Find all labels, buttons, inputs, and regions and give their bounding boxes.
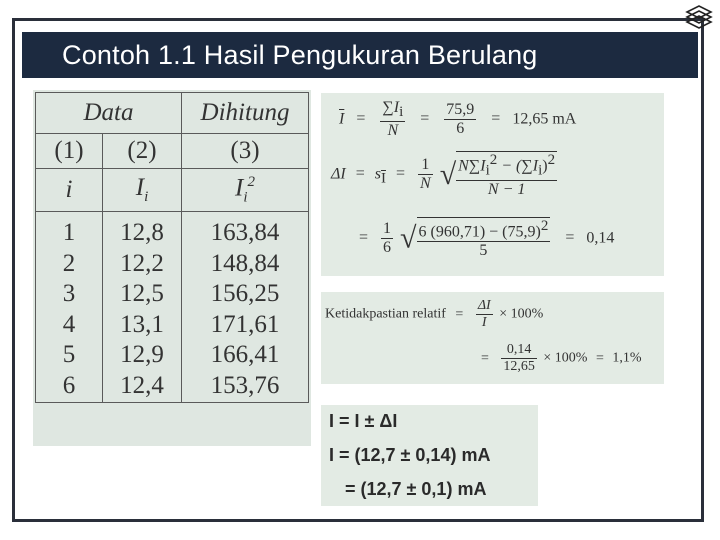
slide-title: Contoh 1.1 Hasil Pengukuran Berulang bbox=[22, 32, 698, 78]
I-values-column: 12,8 12,2 12,5 13,1 12,9 12,4 bbox=[103, 212, 182, 403]
uncertainty-formula: $\Delta I = s_{\overline{I}}$ = $\frac{1}{N}$ √ $\frac{N\sum I_i^2 - (\sum I_i)^2}{N - 1}$ bbox=[331, 152, 556, 198]
I-squared-values-column: 163,84 148,84 156,25 171,61 166,41 153,76 bbox=[182, 212, 309, 403]
relative-uncertainty-definition: Ketidakpastian relatif = $\frac{\Delta I}{I}$ × 100% bbox=[325, 298, 544, 330]
col-number-2: (2) bbox=[103, 134, 182, 169]
final-formula-line1: I = I ± ΔI bbox=[329, 411, 398, 431]
header-data: Data bbox=[36, 93, 182, 134]
measurement-table bbox=[35, 92, 309, 403]
index-column: 1 2 3 4 5 6 bbox=[36, 212, 103, 403]
col-number-3: (3) bbox=[182, 134, 309, 169]
final-formula-line3: = (12,7 ± 0,1) mA bbox=[345, 479, 487, 499]
mean-uncertainty-panel bbox=[321, 93, 664, 276]
symbol-Ii-squared: $I_i^2$ bbox=[182, 169, 309, 212]
uncertainty-value: = $\frac{1}{6}$ √ $\frac{6 (960,71) - (75,9)^2}{5}$ = 0,14 bbox=[359, 218, 615, 260]
final-result-panel bbox=[321, 405, 538, 506]
final-formula-line2: I = (12,7 ± 0,14) mA bbox=[329, 445, 491, 465]
header-computed: Dihitung bbox=[182, 93, 309, 134]
measurement-table-panel bbox=[33, 90, 311, 446]
mean-formula: $\overline{I}$ = $\frac{\sum I_i}{N}$ = $\frac{75,9}{6}$ = 12,65 mA bbox=[339, 99, 577, 140]
relative-uncertainty-panel bbox=[321, 292, 664, 384]
stacked-books-icon bbox=[684, 4, 714, 30]
symbol-Ii: $I_i$ bbox=[103, 169, 182, 212]
symbol-i: i bbox=[36, 169, 103, 212]
col-number-1: (1) bbox=[36, 134, 103, 169]
relative-uncertainty-value: = $\frac{0,14}{12,65}$ × 100% = 1,1% bbox=[481, 342, 642, 374]
relative-uncertainty-label: Ketidakpastian relatif bbox=[325, 306, 446, 322]
